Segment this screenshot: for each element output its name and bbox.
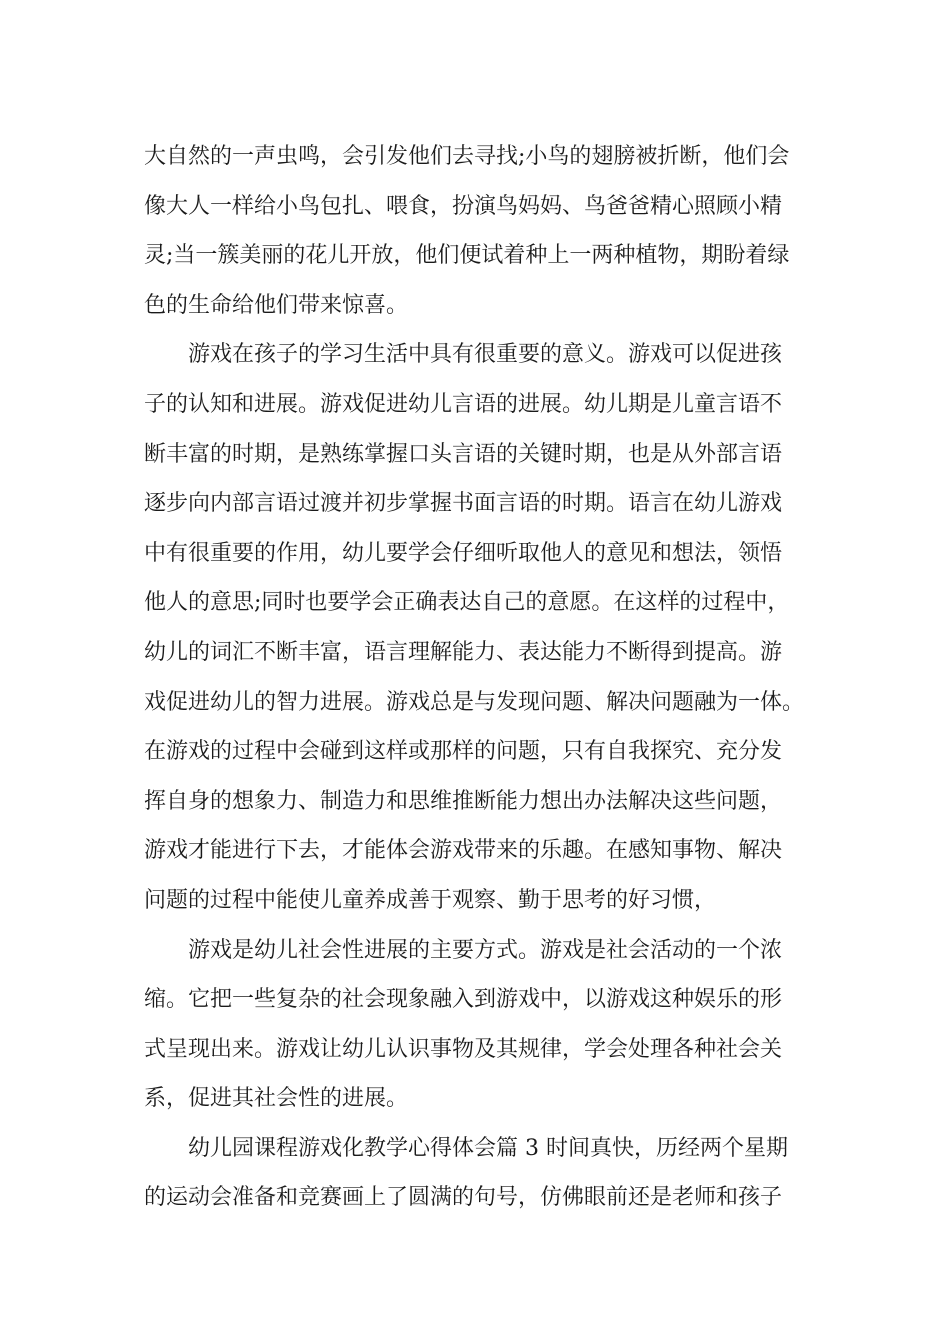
text-line: 幼儿的词汇不断丰富，语言理解能力、表达能力不断得到提高。游: [144, 639, 783, 665]
text-line: 他人的意思;同时也要学会正确表达自己的意愿。在这样的过程中，: [144, 590, 790, 616]
text-line: 戏促进幼儿的智力进展。游戏总是与发现问题、解决问题融为一体。: [144, 689, 805, 715]
text-line: 像大人一样给小鸟包扎、喂食，扮演鸟妈妈、鸟爸爸精心照顾小精: [144, 193, 783, 219]
text-line: 挥自身的想象力、制造力和思维推断能力想出办法解决这些问题，: [144, 788, 783, 814]
text-line: 游戏才能进行下去，才能体会游戏带来的乐趣。在感知事物、解决: [144, 838, 783, 864]
text-line: 式呈现出来。游戏让幼儿认识事物及其规律，学会处理各种社会关: [144, 1036, 783, 1062]
text-line: 子的认知和进展。游戏促进幼儿言语的进展。幼儿期是儿童言语不: [144, 391, 783, 417]
text-line: 在游戏的过程中会碰到这样或那样的问题，只有自我探究、充分发: [144, 739, 783, 765]
text-line: 断丰富的时期，是熟练掌握口头言语的关键时期，也是从外部言语: [144, 441, 783, 467]
paragraph-first-line: 游戏在孩子的学习生活中具有很重要的意义。游戏可以促进孩: [188, 342, 783, 368]
text-line: 色的生命给他们带来惊喜。: [144, 292, 409, 318]
text-line: 的运动会准备和竞赛画上了圆满的句号，仿佛眼前还是老师和孩子: [144, 1185, 783, 1211]
text-line: 缩。它把一些复杂的社会现象融入到游戏中，以游戏这种娱乐的形: [144, 987, 783, 1013]
document-body: [144, 132, 824, 1223]
text-line: 逐步向内部言语过渡并初步掌握书面言语的时期。语言在幼儿游戏: [144, 491, 783, 517]
paragraph-first-line: 游戏是幼儿社会性进展的主要方式。游戏是社会活动的一个浓: [188, 937, 783, 963]
text-line: 问题的过程中能使儿童养成善于观察、勤于思考的好习惯，: [144, 887, 717, 913]
paragraph-first-line: 幼儿园课程游戏化教学心得体会篇 3 时间真快，历经两个星期: [188, 1135, 788, 1161]
text-line: 灵;当一簇美丽的花儿开放，他们便试着种上一两种植物，期盼着绿: [144, 243, 790, 269]
text-line: 系，促进其社会性的进展。: [144, 1086, 409, 1112]
text-line: 中有很重要的作用，幼儿要学会仔细听取他人的意见和想法，领悟: [144, 540, 783, 566]
text-line: 大自然的一声虫鸣，会引发他们去寻找;小鸟的翅膀被折断，他们会: [144, 144, 790, 169]
